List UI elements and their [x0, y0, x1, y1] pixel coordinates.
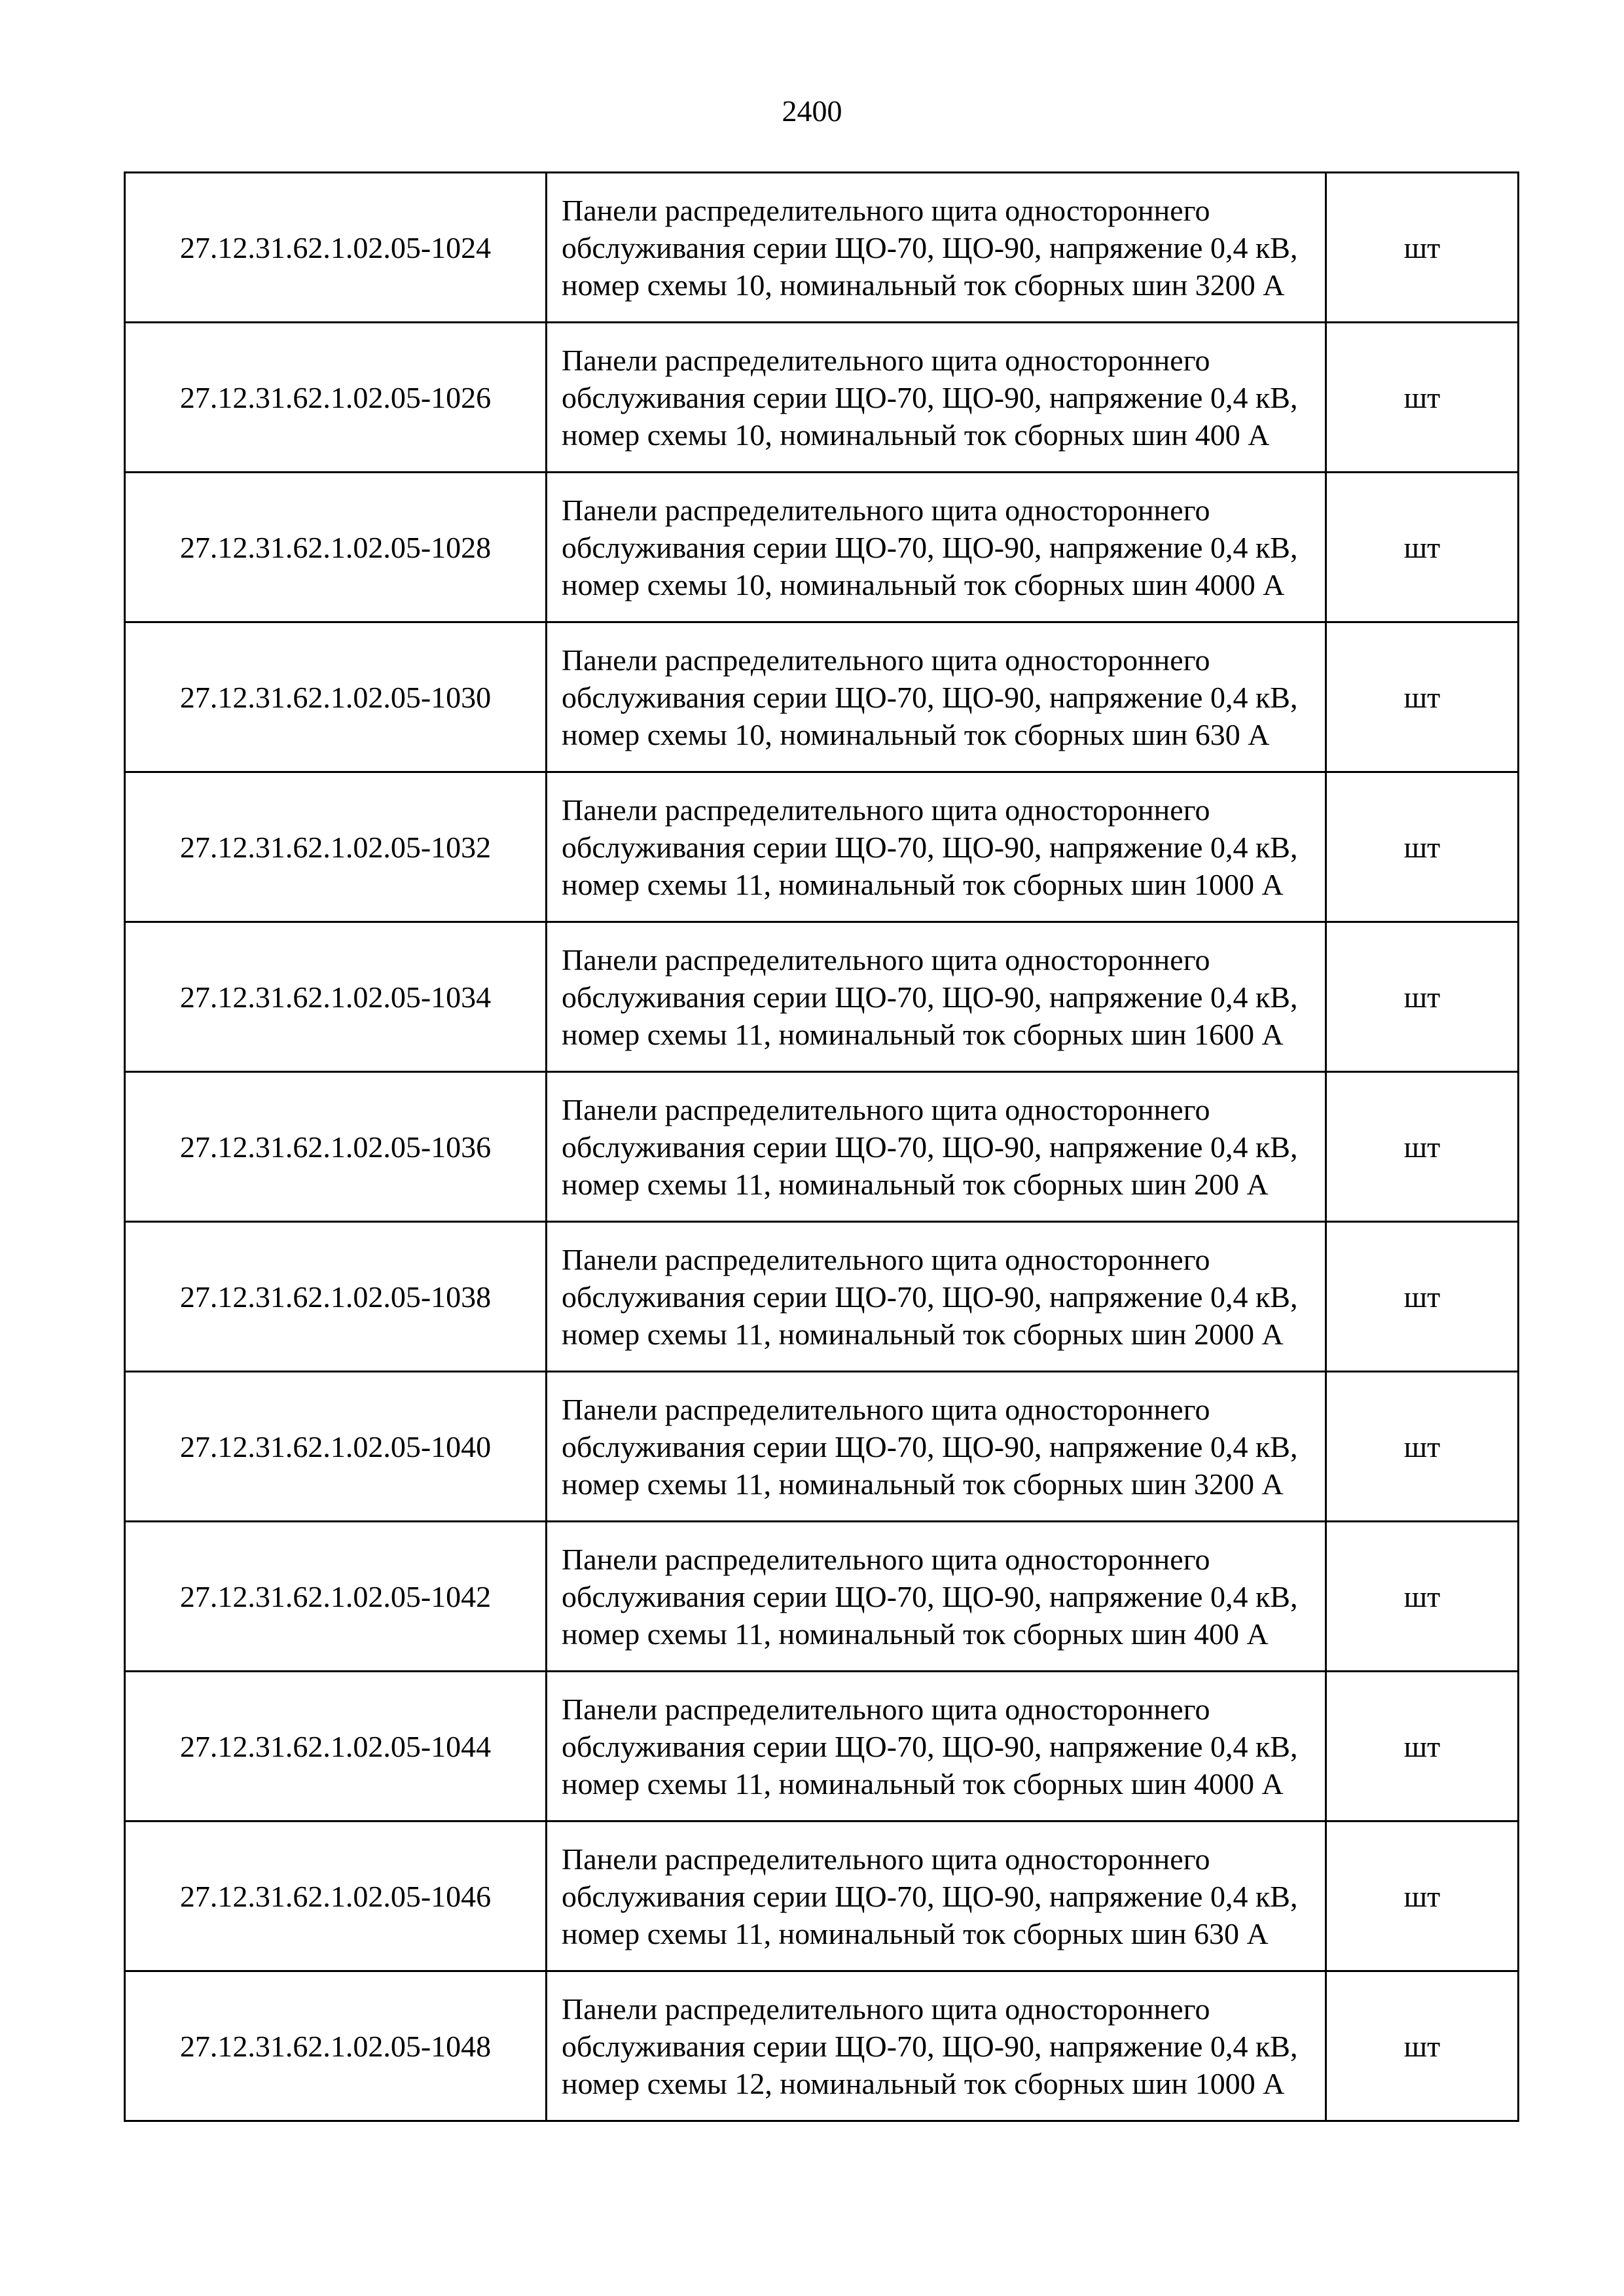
- row-description: Панели распределительного щита одностороннего обслуживания серии ЩО-70, ЩО-90, напряжение 0,4 кВ, номер схемы 10, номинальный ток сборных шин 3200 А: [547, 173, 1326, 323]
- table-row: [125, 323, 1519, 473]
- table-row: [125, 772, 1519, 922]
- row-code: 27.12.31.62.1.02.05-1044: [125, 1672, 547, 1821]
- row-unit: шт: [1326, 922, 1519, 1072]
- row-description: Панели распределительного щита одностороннего обслуживания серии ЩО-70, ЩО-90, напряжение 0,4 кВ, номер схемы 11, номинальный ток сборных шин 1600 А: [547, 922, 1326, 1072]
- row-unit: шт: [1326, 1971, 1519, 2121]
- row-code: 27.12.31.62.1.02.05-1034: [125, 922, 547, 1072]
- row-unit: шт: [1326, 1522, 1519, 1672]
- row-description: Панели распределительного щита одностороннего обслуживания серии ЩО-70, ЩО-90, напряжение 0,4 кВ, номер схемы 10, номинальный ток сборных шин 4000 А: [547, 473, 1326, 622]
- row-code: 27.12.31.62.1.02.05-1042: [125, 1522, 547, 1672]
- table-row: [125, 1072, 1519, 1222]
- row-code: 27.12.31.62.1.02.05-1024: [125, 173, 547, 323]
- row-unit: шт: [1326, 1222, 1519, 1372]
- row-unit: шт: [1326, 323, 1519, 473]
- table-row: [125, 1971, 1519, 2121]
- row-description: Панели распределительного щита одностороннего обслуживания серии ЩО-70, ЩО-90, напряжение 0,4 кВ, номер схемы 11, номинальный ток сборных шин 4000 А: [547, 1672, 1326, 1821]
- row-code: 27.12.31.62.1.02.05-1048: [125, 1971, 547, 2121]
- row-code: 27.12.31.62.1.02.05-1028: [125, 473, 547, 622]
- row-code: 27.12.31.62.1.02.05-1030: [125, 622, 547, 772]
- row-description: Панели распределительного щита одностороннего обслуживания серии ЩО-70, ЩО-90, напряжение 0,4 кВ, номер схемы 11, номинальный ток сборных шин 200 А: [547, 1072, 1326, 1222]
- row-unit: шт: [1326, 1672, 1519, 1821]
- row-code: 27.12.31.62.1.02.05-1040: [125, 1372, 547, 1522]
- classifier-table: [124, 171, 1519, 2122]
- row-unit: шт: [1326, 173, 1519, 323]
- table-row: [125, 173, 1519, 323]
- row-code: 27.12.31.62.1.02.05-1038: [125, 1222, 547, 1372]
- table-row: [125, 1522, 1519, 1672]
- table-row: [125, 1372, 1519, 1522]
- row-unit: шт: [1326, 1372, 1519, 1522]
- row-code: 27.12.31.62.1.02.05-1026: [125, 323, 547, 473]
- row-description: Панели распределительного щита одностороннего обслуживания серии ЩО-70, ЩО-90, напряжение 0,4 кВ, номер схемы 11, номинальный ток сборных шин 400 А: [547, 1522, 1326, 1672]
- row-unit: шт: [1326, 772, 1519, 922]
- row-unit: шт: [1326, 1821, 1519, 1971]
- table-row: [125, 1672, 1519, 1821]
- row-code: 27.12.31.62.1.02.05-1036: [125, 1072, 547, 1222]
- row-unit: шт: [1326, 622, 1519, 772]
- row-description: Панели распределительного щита одностороннего обслуживания серии ЩО-70, ЩО-90, напряжение 0,4 кВ, номер схемы 11, номинальный ток сборных шин 2000 А: [547, 1222, 1326, 1372]
- row-description: Панели распределительного щита одностороннего обслуживания серии ЩО-70, ЩО-90, напряжение 0,4 кВ, номер схемы 11, номинальный ток сборных шин 3200 А: [547, 1372, 1326, 1522]
- row-description: Панели распределительного щита одностороннего обслуживания серии ЩО-70, ЩО-90, напряжение 0,4 кВ, номер схемы 10, номинальный ток сборных шин 400 А: [547, 323, 1326, 473]
- row-unit: шт: [1326, 1072, 1519, 1222]
- row-unit: шт: [1326, 473, 1519, 622]
- row-description: Панели распределительного щита одностороннего обслуживания серии ЩО-70, ЩО-90, напряжение 0,4 кВ, номер схемы 10, номинальный ток сборных шин 630 А: [547, 622, 1326, 772]
- table-row: [125, 473, 1519, 622]
- table-row: [125, 1222, 1519, 1372]
- row-code: 27.12.31.62.1.02.05-1032: [125, 772, 547, 922]
- row-description: Панели распределительного щита одностороннего обслуживания серии ЩО-70, ЩО-90, напряжение 0,4 кВ, номер схемы 11, номинальный ток сборных шин 630 А: [547, 1821, 1326, 1971]
- table-row: [125, 922, 1519, 1072]
- row-description: Панели распределительного щита одностороннего обслуживания серии ЩО-70, ЩО-90, напряжение 0,4 кВ, номер схемы 11, номинальный ток сборных шин 1000 А: [547, 772, 1326, 922]
- table-row: [125, 1821, 1519, 1971]
- table-row: [125, 622, 1519, 772]
- row-code: 27.12.31.62.1.02.05-1046: [125, 1821, 547, 1971]
- row-description: Панели распределительного щита одностороннего обслуживания серии ЩО-70, ЩО-90, напряжение 0,4 кВ, номер схемы 12, номинальный ток сборных шин 1000 А: [547, 1971, 1326, 2121]
- page-number: 2400: [782, 94, 842, 128]
